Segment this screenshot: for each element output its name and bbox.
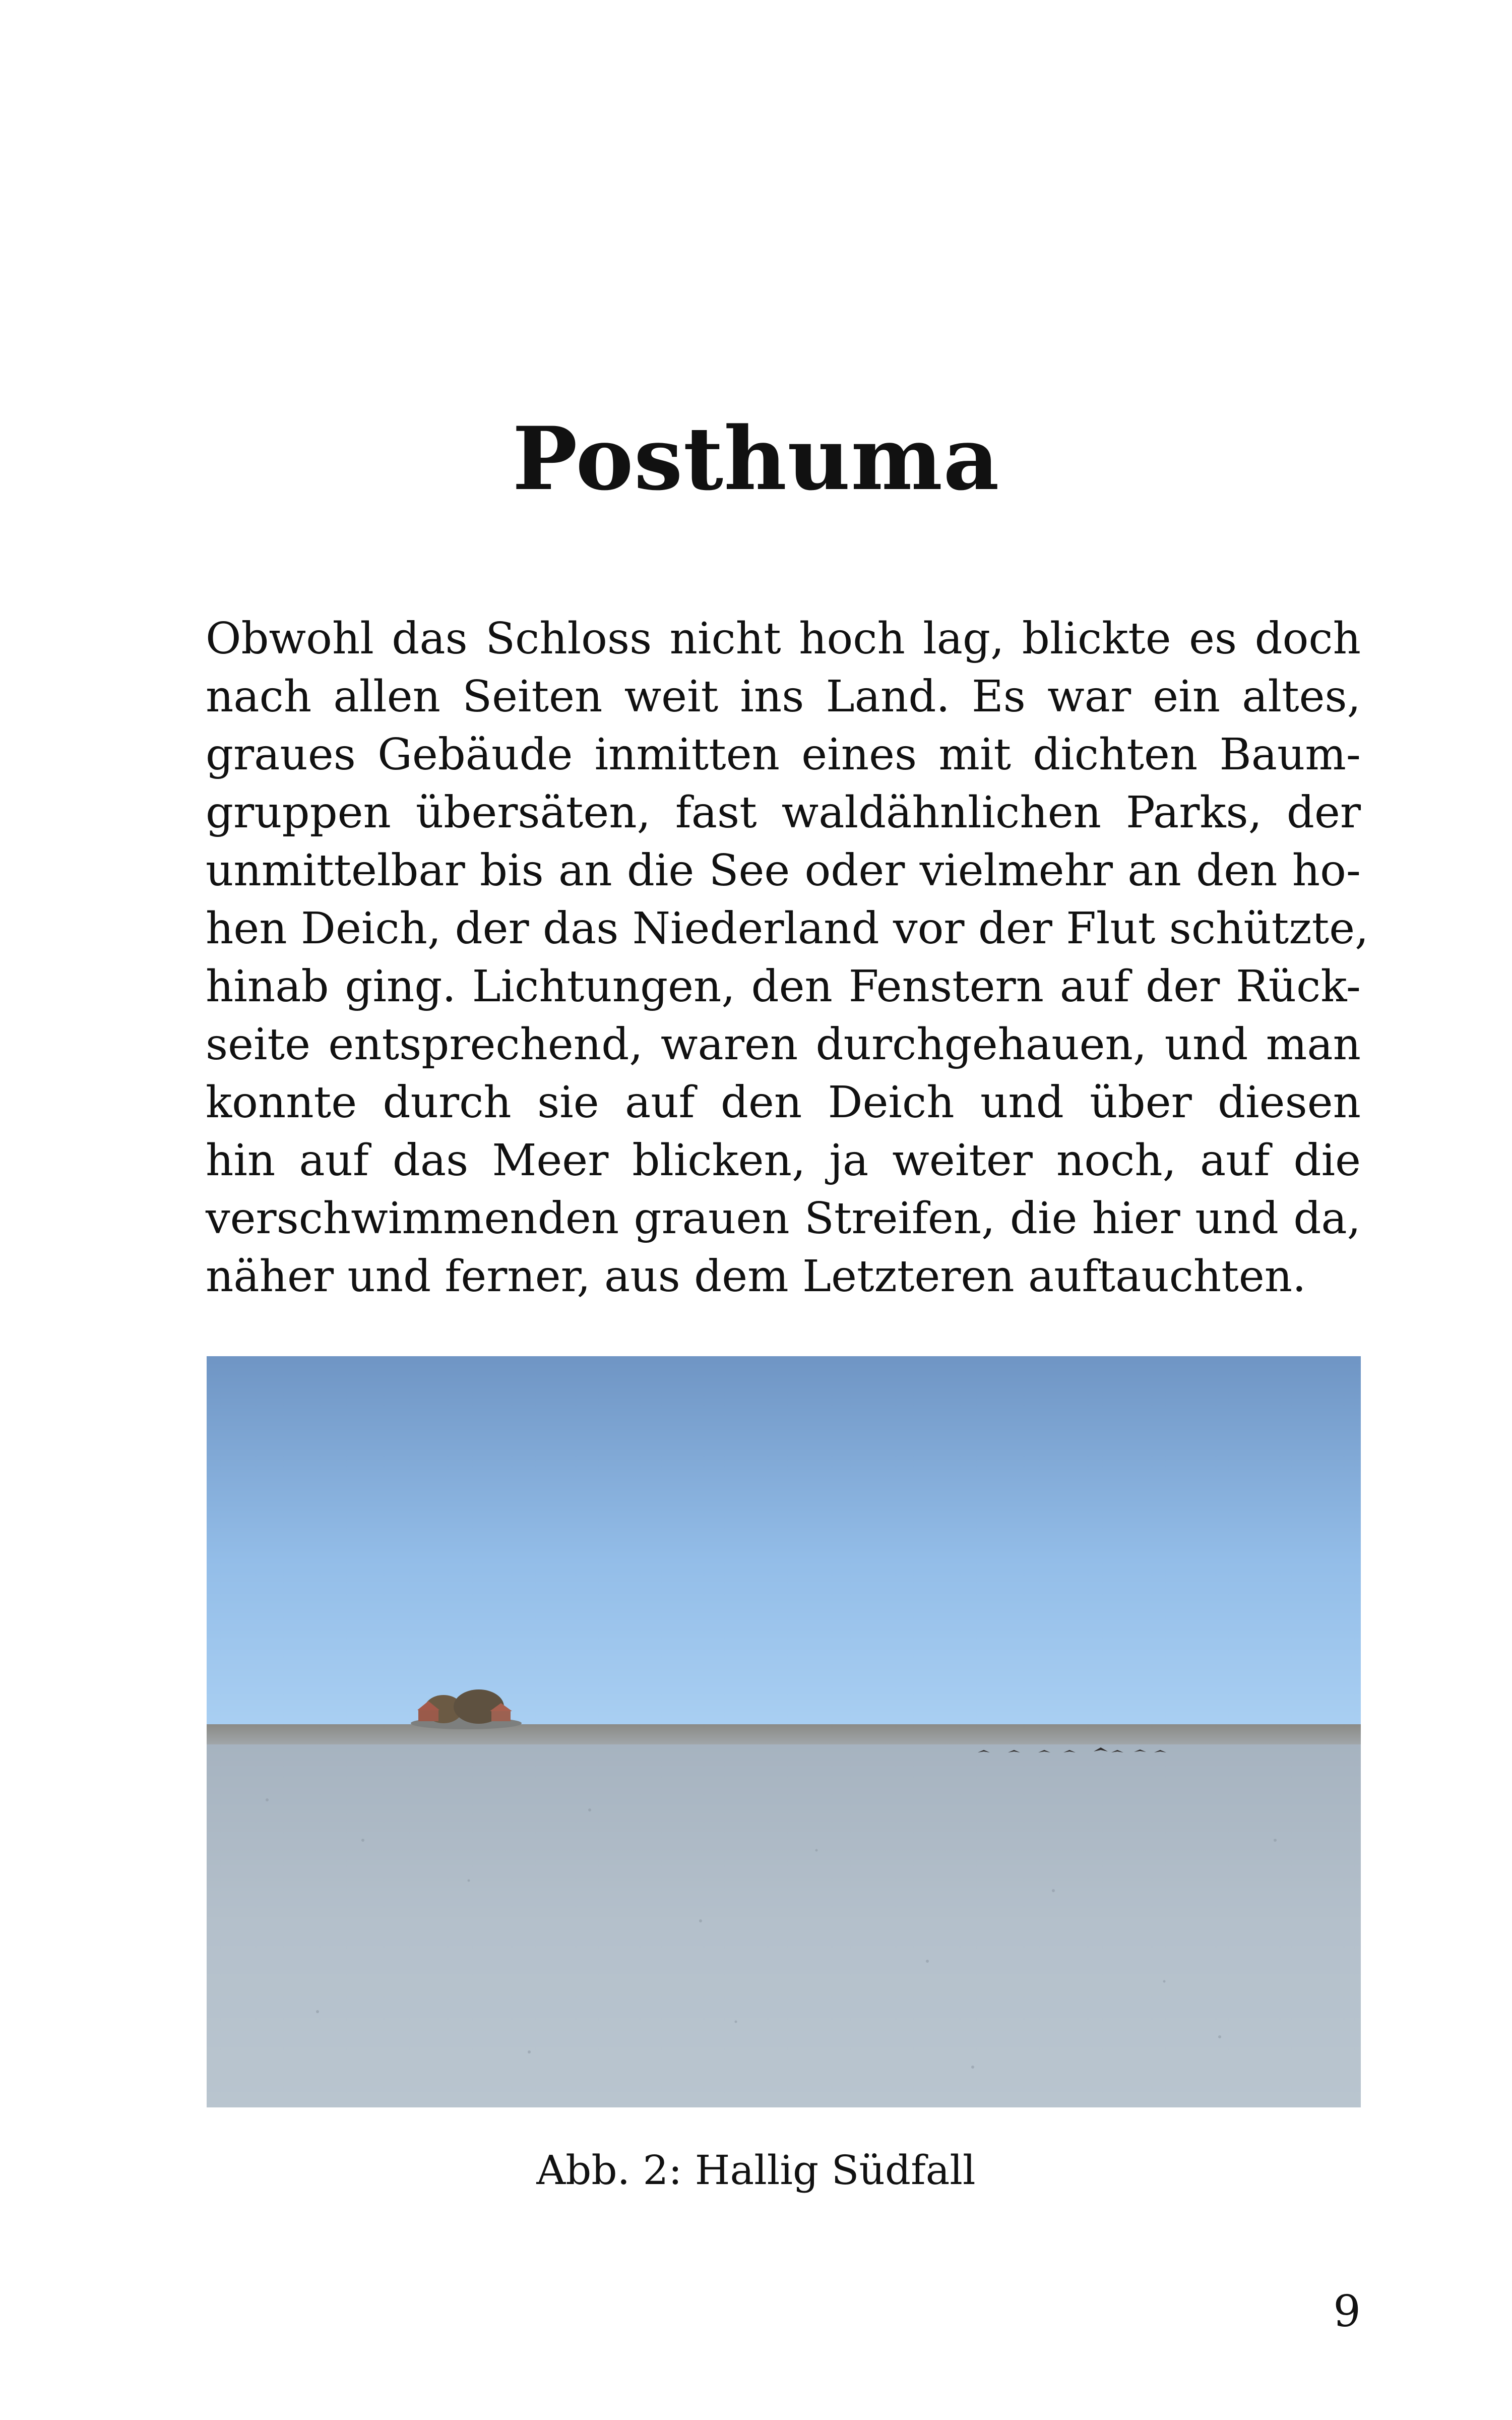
paragraph-line: hin auf das Meer blicken, ja weiter noch, auf die: [206, 1135, 1361, 1186]
paragraph-line: näher und ferner, aus dem Letzteren auftauchten.: [206, 1251, 1306, 1302]
paragraph-line: seite entsprechend, waren durchgehauen, und man: [206, 1019, 1361, 1070]
paragraph-line: hen Deich, der das Niederland vor der Flut schützte,: [206, 903, 1369, 954]
sky: [207, 1356, 1361, 1728]
paragraph-line: nach allen Seiten weit ins Land. Es war ein altes,: [206, 672, 1361, 722]
paragraph-line: konnte durch sie auf den Deich und über diesen: [206, 1077, 1361, 1128]
paragraph-line: graues Gebäude inmitten eines mit dichten Baum-: [206, 730, 1361, 780]
paragraph-line: hinab ging. Lichtungen, den Fenstern auf der Rück-: [206, 961, 1361, 1012]
figure-caption: Abb. 2: Hallig Südfall: [536, 2147, 976, 2194]
horizon-band: [207, 1724, 1361, 1747]
paragraph-line: gruppen übersäten, fast waldähnlichen Parks, der: [206, 788, 1361, 838]
paragraph-line: verschwimmenden grauen Streifen, die hier und da,: [206, 1193, 1361, 1244]
paragraph-line: unmittelbar bis an die See oder vielmehr an den ho-: [206, 845, 1361, 896]
paragraph-line: Obwohl das Schloss nicht hoch lag, blickte es doch: [206, 614, 1361, 664]
landscape-photo: [207, 1356, 1361, 2107]
page-number: 9: [1333, 2286, 1361, 2337]
body-paragraph: [206, 610, 1369, 1306]
figure-photo-hallig: [207, 1356, 1361, 2107]
mudflat: [207, 1744, 1361, 2107]
chapter-title: Posthuma: [512, 407, 1000, 510]
